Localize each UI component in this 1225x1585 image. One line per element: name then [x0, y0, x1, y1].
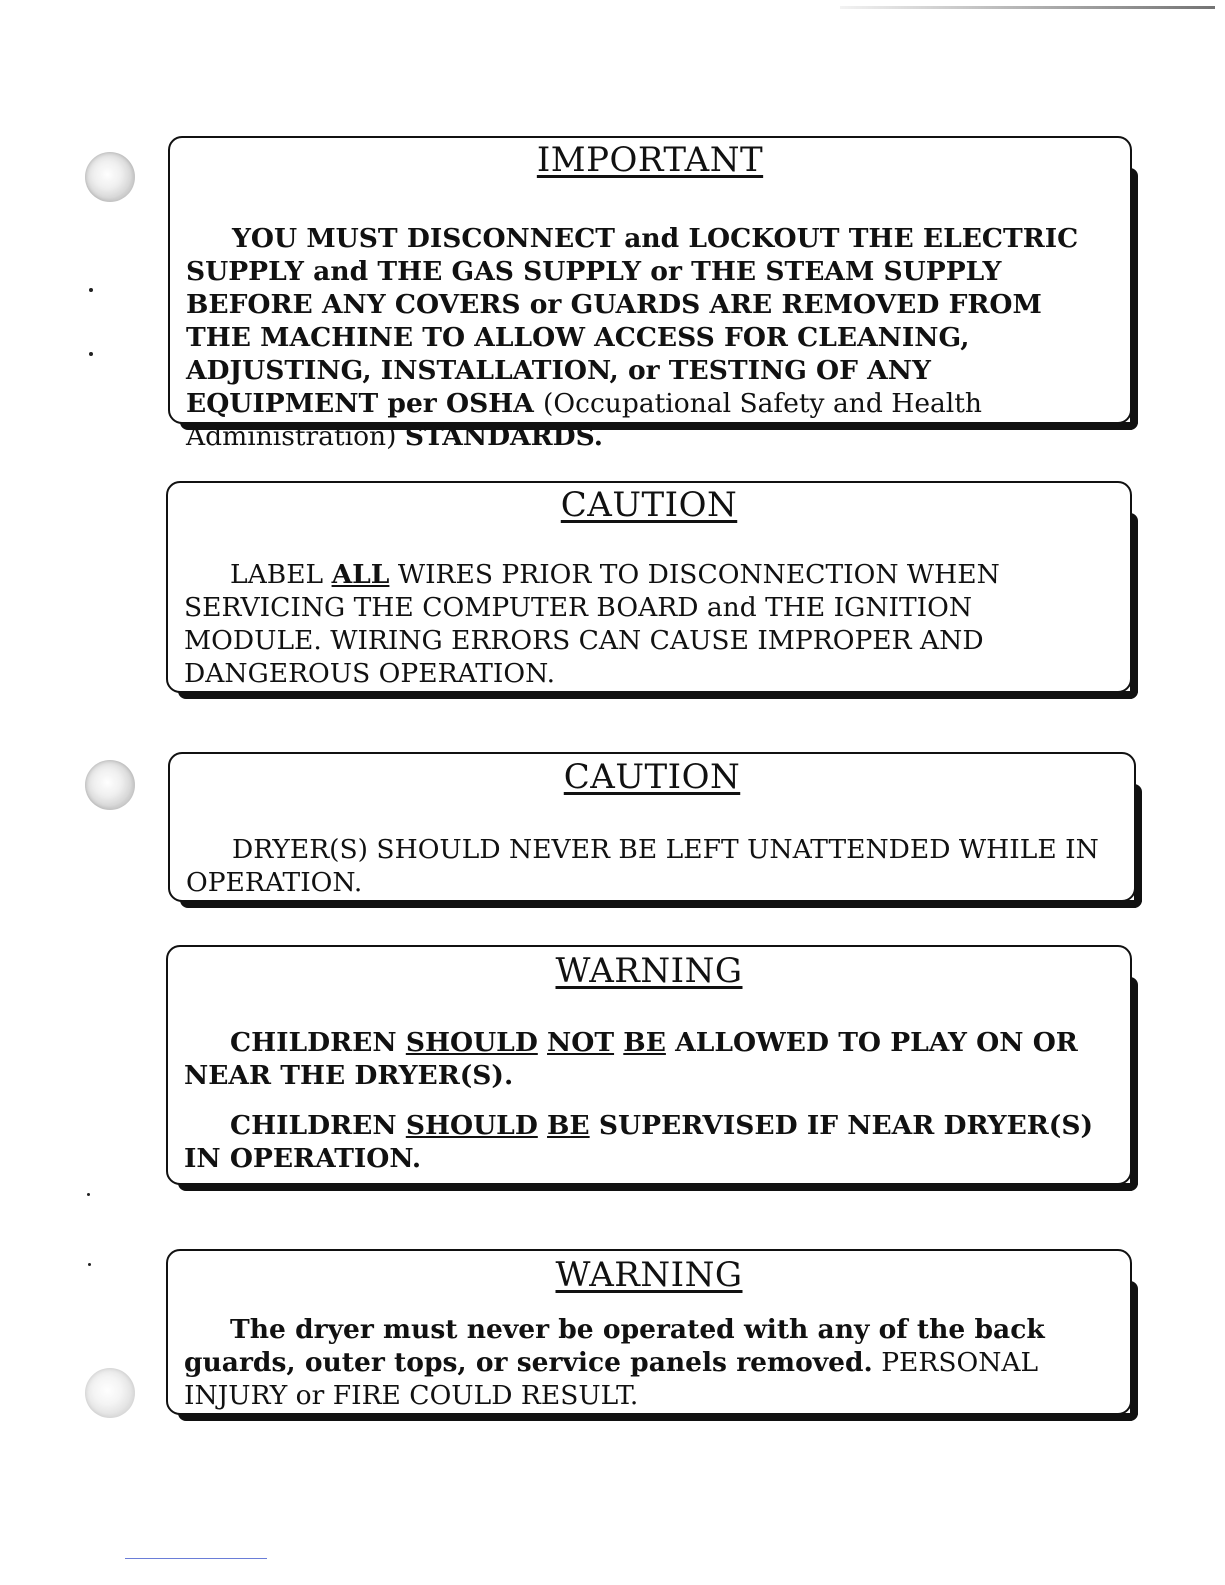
notice-important: [168, 136, 1132, 452]
text-segment: PERSONAL INJURY or FIRE COULD RESULT.: [184, 1347, 1039, 1411]
notice-body: [186, 833, 1112, 899]
notice-paragraph: [186, 833, 1112, 899]
notice-heading: CAUTION: [560, 485, 738, 525]
text-segment: CHILDREN: [230, 1027, 406, 1058]
text-segment: [614, 1027, 623, 1058]
text-segment: STANDARDS.: [404, 421, 604, 452]
notice-paragraph: [184, 1109, 1108, 1175]
notice-heading: CAUTION: [563, 757, 741, 797]
notice-paragraph: [184, 1026, 1108, 1092]
text-segment: BE: [547, 1110, 590, 1141]
notice-warning-children: [166, 945, 1132, 1185]
notice-body: [184, 558, 1108, 690]
notice-warning-guards: [166, 1249, 1132, 1415]
punch-hole-bottom: [85, 1368, 135, 1418]
text-segment: YOU MUST DISCONNECT and LOCKOUT THE ELECTRIC SUPPLY and THE GAS SUPPLY or THE STEAM SUPPLY BEFORE ANY COVERS or GUARDS ARE REMOVED FROM THE MACHINE TO ALLOW ACCESS FOR CLEANING, ADJUSTING, INSTALLATION, or TESTING OF ANY EQUIPMENT per OSHA: [186, 223, 1079, 419]
bottom-scan-line: [125, 1558, 267, 1559]
notice-paragraph: [184, 1313, 1108, 1412]
text-segment: LABEL: [230, 559, 332, 590]
scan-speck: [89, 352, 93, 356]
text-segment: SHOULD: [405, 1027, 538, 1058]
text-segment: NOT: [547, 1027, 615, 1058]
notice-body: [184, 1313, 1108, 1412]
notice-heading: WARNING: [555, 951, 743, 991]
text-segment: CHILDREN: [230, 1110, 406, 1141]
notice-caution-unattended: [168, 752, 1136, 902]
text-segment: ALL: [331, 559, 390, 590]
scan-speck: [88, 1263, 91, 1266]
notice-caution-wiring: [166, 481, 1132, 693]
text-segment: [538, 1110, 547, 1141]
notice-body: [186, 222, 1108, 453]
punch-hole-top: [85, 152, 135, 202]
scan-speck: [89, 288, 93, 292]
notice-heading: WARNING: [555, 1255, 743, 1295]
notice-body: [184, 1026, 1108, 1175]
text-segment: BE: [623, 1027, 666, 1058]
text-segment: (Occupational Safety and Health Administration): [186, 388, 982, 452]
scan-speck: [87, 1193, 90, 1196]
text-segment: WIRES PRIOR TO DISCONNECTION WHEN SERVICING THE COMPUTER BOARD and THE IGNITION MODULE. WIRING ERRORS CAN CAUSE IMPROPER AND DANGEROUS OPERATION.: [184, 559, 1000, 689]
notice-paragraph: [184, 558, 1108, 690]
text-segment: SHOULD: [405, 1110, 538, 1141]
notice-heading: IMPORTANT: [536, 140, 764, 180]
text-segment: ALLOWED TO PLAY ON OR NEAR THE DRYER(S).: [184, 1027, 1078, 1091]
punch-hole-middle: [85, 760, 135, 810]
text-segment: SUPERVISED IF NEAR DRYER(S) IN OPERATION.: [184, 1110, 1094, 1174]
text-segment: The dryer must never be operated with any of the back guards, outer tops, or service panels removed.: [184, 1314, 1045, 1378]
notice-paragraph: [186, 222, 1108, 453]
top-scan-line: [840, 6, 1215, 9]
text-segment: [538, 1027, 547, 1058]
text-segment: DRYER(S) SHOULD NEVER BE LEFT UNATTENDED WHILE IN OPERATION.: [186, 834, 1099, 898]
